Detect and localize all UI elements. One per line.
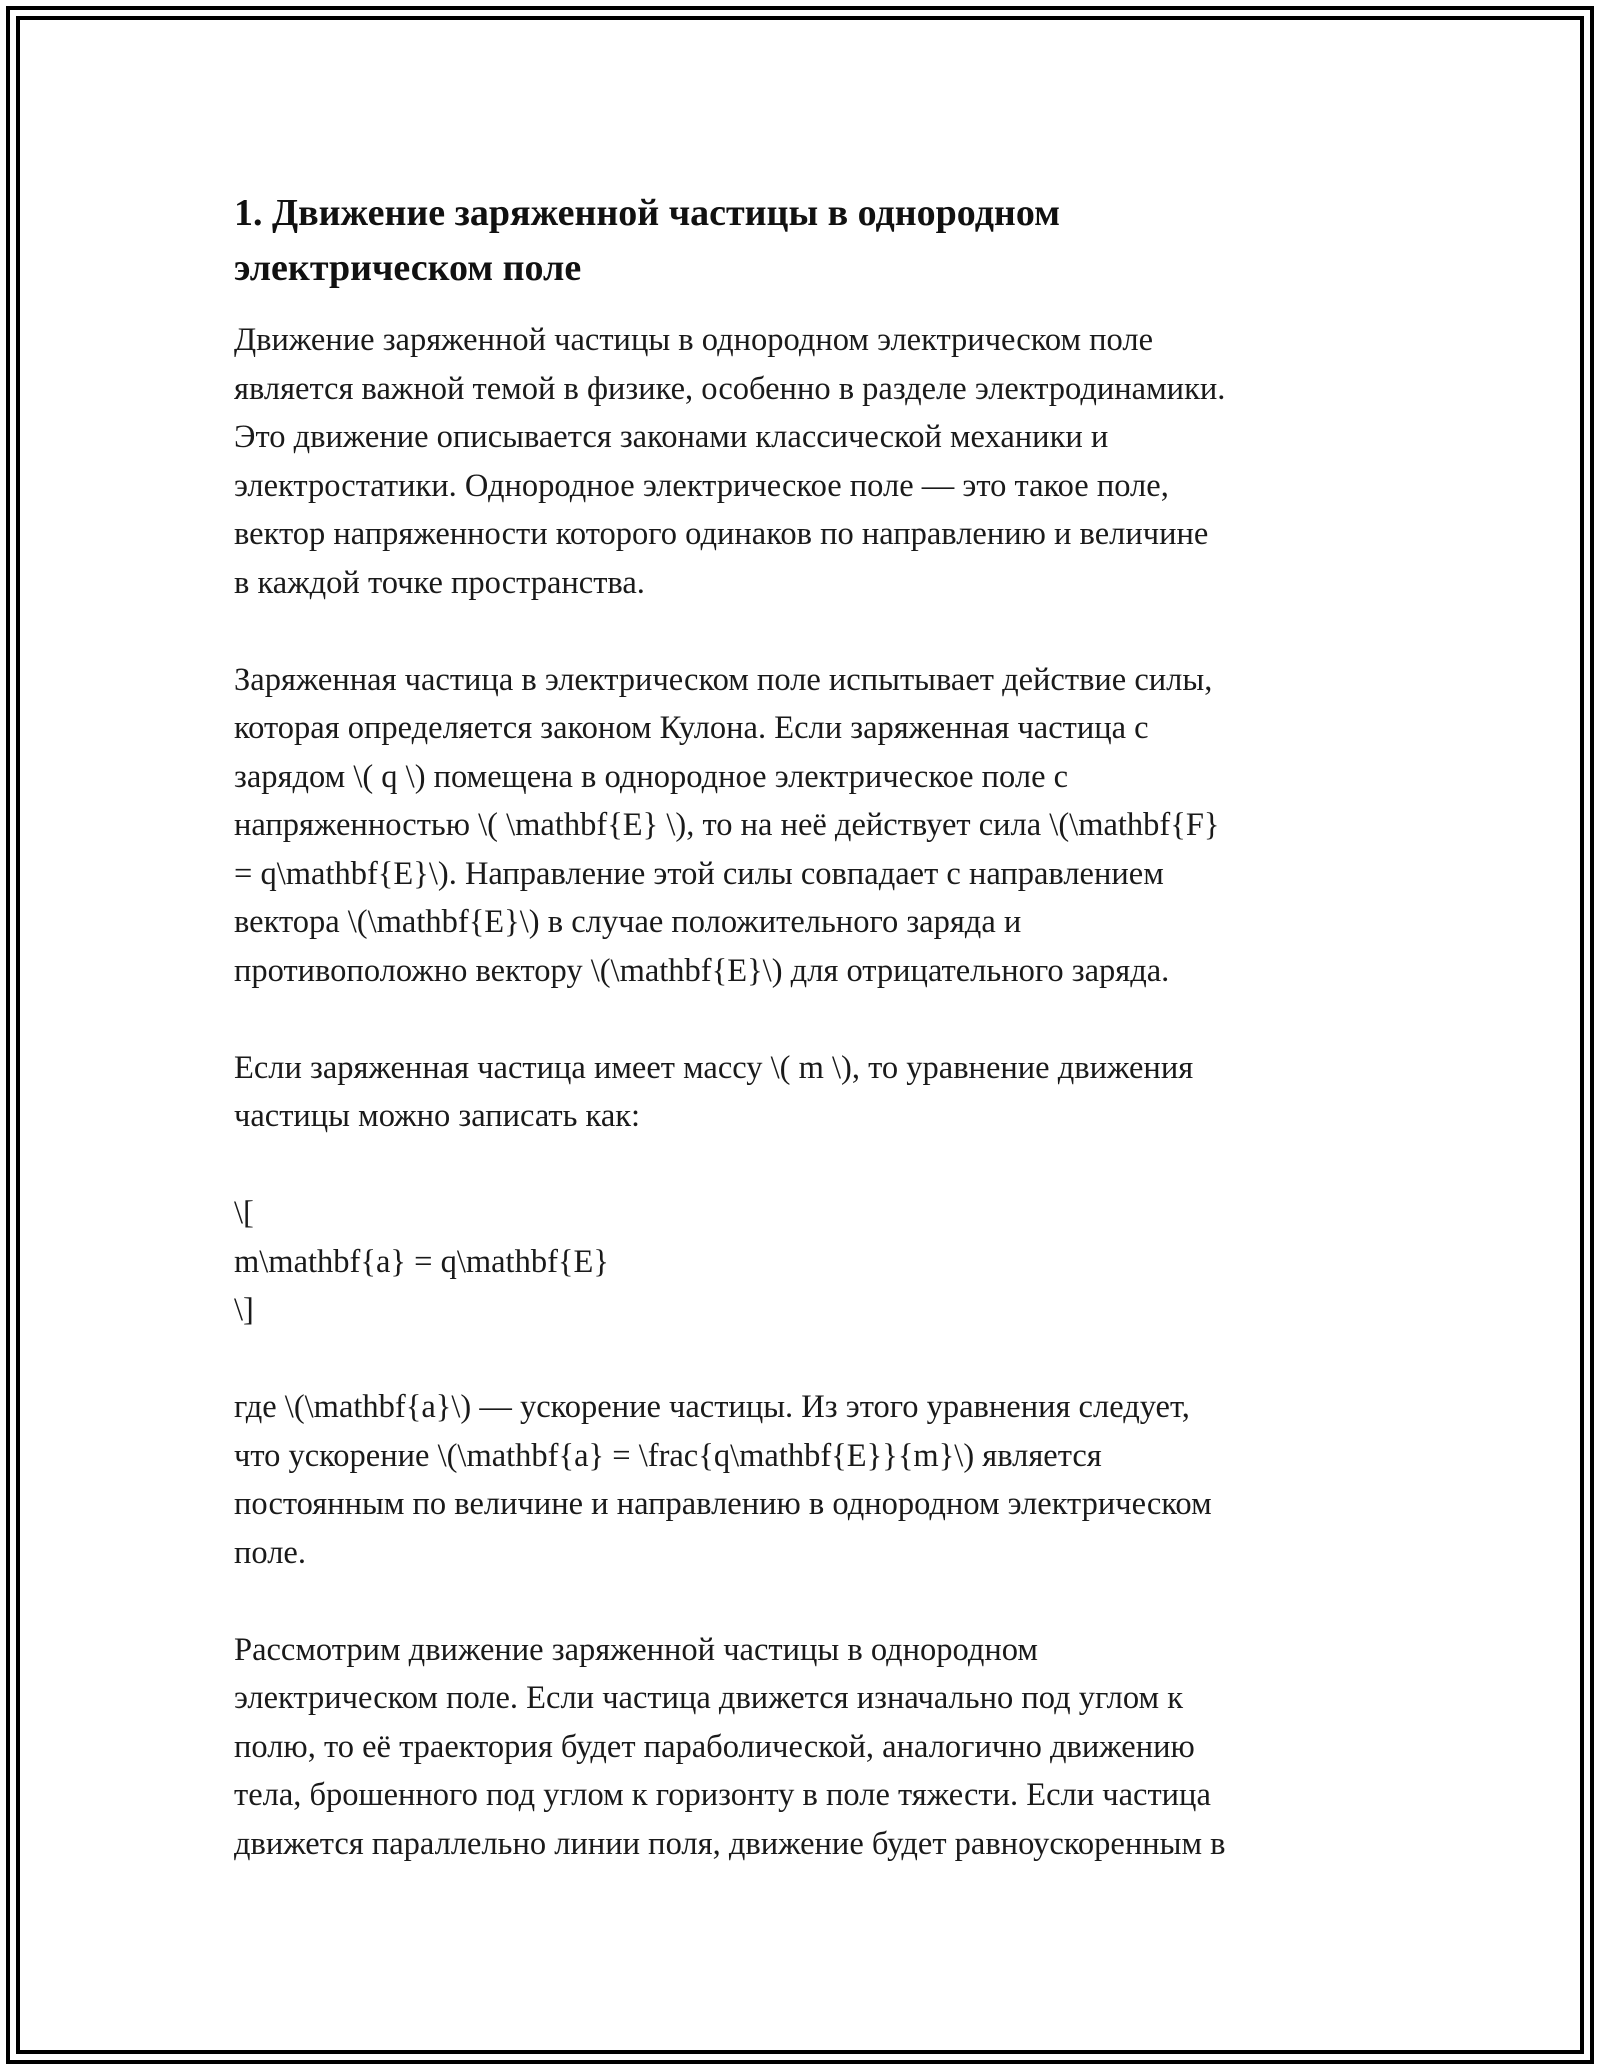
- paragraph-acceleration: где \(\mathbf{a}\) — ускорение частицы. Из этого уравнения следует, что ускорение \(\mathbf{a} = \frac{q\mathbf{E}}{m}\) является постоянным по величине и направлению в однородном электрическом поле.: [234, 1389, 1212, 1571]
- paragraph-intro: Движение заряженной частицы в однородном электрическом поле является важной темой в физике, особенно в разделе электродинамики. Это движение описывается законами классической механики и электростатики. Однородное электрическое поле — это такое поле, вектор напряженности которого одинаков по направлению и величине в каждой точке пространства.: [234, 322, 1226, 601]
- formula-body: m\mathbf{a} = q\mathbf{E}: [234, 1243, 609, 1280]
- section-heading: 1. Движение заряженной частицы в однородном электрическом поле: [234, 192, 1060, 289]
- formula-open-delimiter: \[: [234, 1195, 254, 1231]
- paragraph-force: Заряженная частица в электрическом поле испытывает действие силы, которая определяется законом Кулона. Если заряженная частица с зарядом \( q \) помещена в однородное электрическое поле с напряженностью \( \mathbf{E} \), то на неё действует сила \(\mathbf{F} = q\mathbf{E}\). Направление этой силы совпадает с направлением вектора \(\mathbf{E}\) в случае положительного заряда и противоположно вектору \(\mathbf{E}\) для отрицательного заряда.: [234, 661, 1220, 989]
- document-body: [234, 186, 1379, 1917]
- paragraph-trajectory: Рассмотрим движение заряженной частицы в однородном электрическом поле. Если частица движется изначально под углом к полю, то её траектория будет параболической, аналогично движению тела, брошенного под углом к горизонту в поле тяжести. Если частица движется параллельно линии поля, движение будет равноускоренным в: [234, 1631, 1226, 1862]
- paragraph-equation-intro: Если заряженная частица имеет массу \( m \), то уравнение движения частицы можно записать как:: [234, 1049, 1194, 1134]
- display-formula: [234, 1189, 1379, 1335]
- formula-close-delimiter: \]: [234, 1292, 254, 1328]
